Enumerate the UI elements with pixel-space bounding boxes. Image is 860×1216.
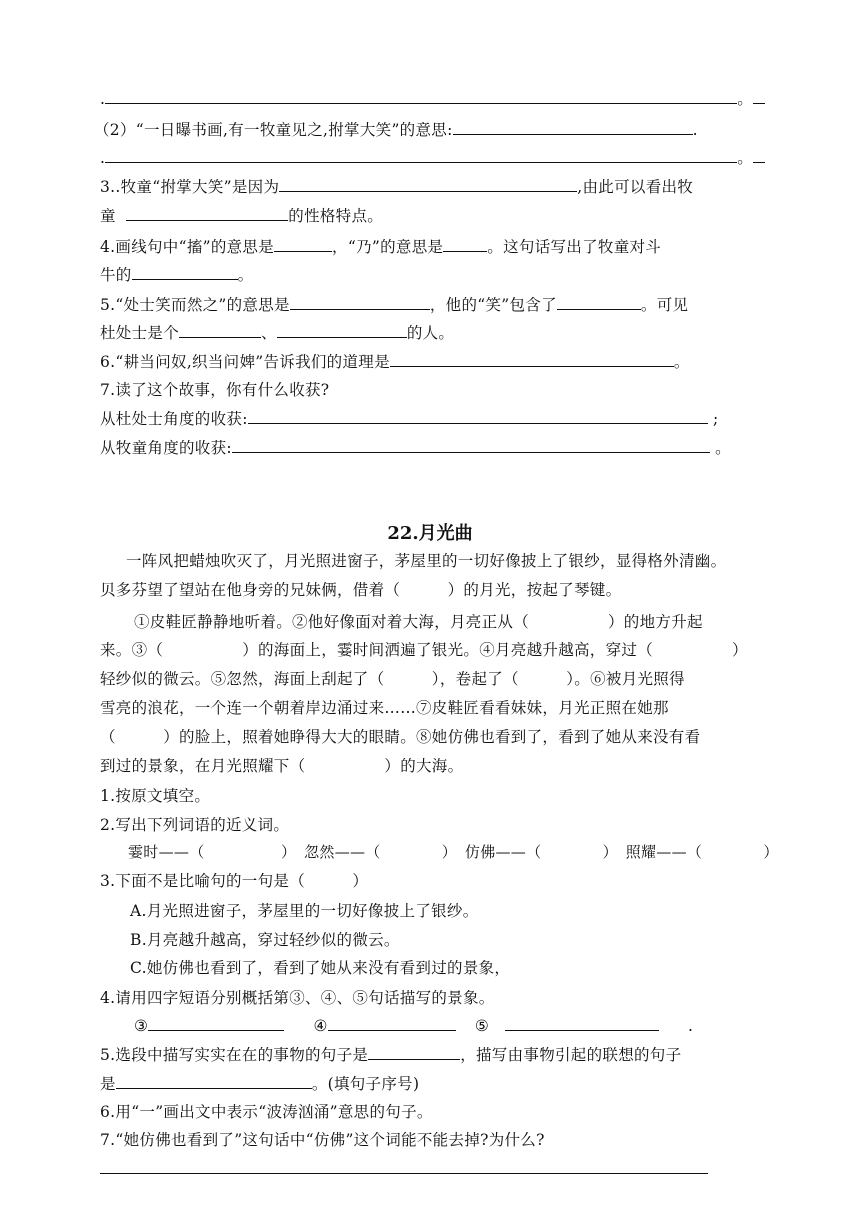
blank[interactable] (390, 351, 674, 367)
sentence-marker: ③ (134, 1017, 149, 1035)
question-text: ,由此可以看出牧 (577, 178, 694, 196)
line-end: . (692, 121, 698, 139)
passage-question-1: 1.按原文填空。 (100, 787, 211, 805)
question-7-answer-b (100, 437, 731, 458)
passage-line: 一阵风把蜡烛吹灭了，月光照进窗子，茅屋里的一切好像披上了银纱，显得格外清幽。 (126, 552, 727, 570)
question-text: 牛的 (100, 266, 132, 284)
question-text: 杜处士是个 (100, 324, 180, 342)
answer-line-final[interactable] (100, 1173, 708, 1174)
question-text: 。这句话写出了牧童对斗 (487, 238, 662, 256)
blank[interactable] (368, 1044, 460, 1060)
question-text: 。 (237, 266, 254, 284)
blank[interactable] (232, 437, 710, 453)
question-5 (100, 294, 688, 315)
blank[interactable] (277, 322, 407, 338)
question-4-blanks (134, 1015, 693, 1036)
blank[interactable] (105, 147, 737, 163)
question-7-answer-a (100, 408, 719, 429)
question-text: 、 (261, 324, 277, 342)
question-4 (100, 236, 661, 257)
line-end: 。 (737, 149, 754, 167)
question-3-cont (100, 205, 383, 226)
blank[interactable] (753, 147, 765, 163)
question-text: 从杜处士角度的收获: (100, 410, 248, 428)
passage-line: 到过的景象，在月光照耀下（ ）的大海。 (100, 757, 464, 775)
sentence-marker: ⑤ (474, 1017, 490, 1035)
question-text: 。 (673, 353, 690, 371)
passage-question-4: 4.请用四字短语分别概括第③、④、⑤句话描写的景象。 (100, 989, 495, 1007)
question-text: 从牧童角度的收获: (100, 439, 232, 457)
answer-line-2 (100, 147, 765, 168)
question-text: ，“乃”的意思是 (332, 238, 444, 256)
passage-question-5-cont (100, 1073, 419, 1094)
question-text: 童 (100, 207, 116, 225)
passage-question-5 (100, 1044, 681, 1065)
blank[interactable] (453, 119, 693, 135)
question-text: 6.“耕当问奴,织当问婢”告诉我们的道理是 (100, 353, 390, 371)
passage-question-7: 7.“她仿佛也看到了”这句话中“仿佛”这个词能不能去掉?为什么? (100, 1131, 545, 1149)
blank[interactable] (116, 1073, 312, 1089)
question-text: （2）“一日曝书画,有一牧童见之,拊掌大笑”的意思: (94, 121, 453, 139)
blank[interactable] (753, 88, 765, 104)
question-text: ，描写由事物引起的联想的句子 (460, 1046, 682, 1064)
blank[interactable] (179, 322, 261, 338)
passage-question-3: 3.下面不是比喻句的一句是（ ） (100, 872, 369, 890)
question-text: 5.选段中描写实实在在的事物的句子是 (100, 1046, 369, 1064)
passage-line: 轻纱似的微云。⑤忽然，海面上刮起了（ ），卷起了（ ）。⑥被月光照得 (100, 670, 685, 688)
question-3 (100, 176, 693, 197)
blank[interactable] (274, 236, 332, 252)
question-text: 7.读了这个故事，你有什么收获? (100, 381, 330, 399)
synonym-items: 霎时——（ ） 忽然——（ ） 仿佛——（ ） 照耀——（ ） (128, 843, 779, 861)
blank[interactable] (279, 176, 577, 192)
line-end: 。 (737, 90, 754, 108)
question-text: 的性格特点。 (288, 207, 384, 225)
question-6 (100, 351, 690, 372)
question-7 (100, 380, 329, 400)
question-text: 3..牧童“拊掌大笑”是因为 (100, 178, 280, 196)
blank[interactable] (328, 1015, 456, 1031)
blank[interactable] (105, 88, 737, 104)
passage-question-6: 6.用“一”画出文中表示“波涛汹涌”意思的句子。 (100, 1103, 433, 1121)
passage-line: 贝多芬望了望站在他身旁的兄妹俩，借着（ ）的月光，按起了琴键。 (100, 581, 622, 599)
question-text: 是 (100, 1075, 116, 1093)
blank[interactable] (148, 1015, 284, 1031)
question-text: 4.画线句中“搐”的意思是 (100, 238, 275, 256)
option-b[interactable]: B.月亮越升越高，穿过轻纱似的微云。 (130, 931, 400, 949)
answer-line-1 (100, 88, 765, 109)
question-4-cont (100, 264, 253, 285)
sentence-marker: ④ (313, 1017, 328, 1035)
passage-line: 雪亮的浪花，一个连一个朝着岸边涌过来……⑦皮鞋匠看看妹妹，月光正照在她那 (100, 699, 669, 717)
blank[interactable] (132, 264, 238, 280)
blank[interactable] (126, 205, 288, 221)
question-text: ，他的“笑”包含了 (429, 296, 557, 314)
line-prefix: . (100, 149, 106, 167)
question-text: 。(填句子序号) (311, 1075, 420, 1093)
question-text: 5.“处士笑而然之”的意思是 (100, 296, 290, 314)
question-text: 。可见 (640, 296, 689, 314)
question-text: 的人。 (406, 324, 455, 342)
option-a[interactable]: A.月光照进窗子，茅屋里的一切好像披上了银纱。 (130, 902, 479, 920)
passage-line: （ ）的脸上，照着她睁得大大的眼睛。⑧她仿佛也看到了，看到了她从来没有看 (100, 728, 701, 746)
option-c[interactable]: C.她仿佛也看到了，看到了她从来没有看到过的景象， (130, 959, 511, 977)
blank[interactable] (290, 294, 430, 310)
blank[interactable] (248, 408, 708, 424)
blank[interactable] (505, 1015, 659, 1031)
line-end: . (688, 1017, 694, 1035)
line-prefix: . (100, 90, 106, 108)
blank[interactable] (557, 294, 641, 310)
passage-line: ①皮鞋匠静静地听着。②他好像面对着大海，月亮正从（ ）的地方升起 (134, 613, 703, 631)
question-5-cont (100, 322, 454, 343)
line-end: ; (712, 410, 719, 428)
blank[interactable] (443, 236, 487, 252)
passage-line: 来。③（ ）的海面上，霎时间洒遍了银光。④月亮越升越高，穿过（ ） (100, 641, 748, 659)
passage-title: 22.月光曲 (387, 523, 473, 544)
line-end: 。 (715, 439, 731, 457)
question-2-meaning (94, 119, 698, 140)
passage-question-2: 2.写出下列词语的近义词。 (100, 816, 290, 834)
